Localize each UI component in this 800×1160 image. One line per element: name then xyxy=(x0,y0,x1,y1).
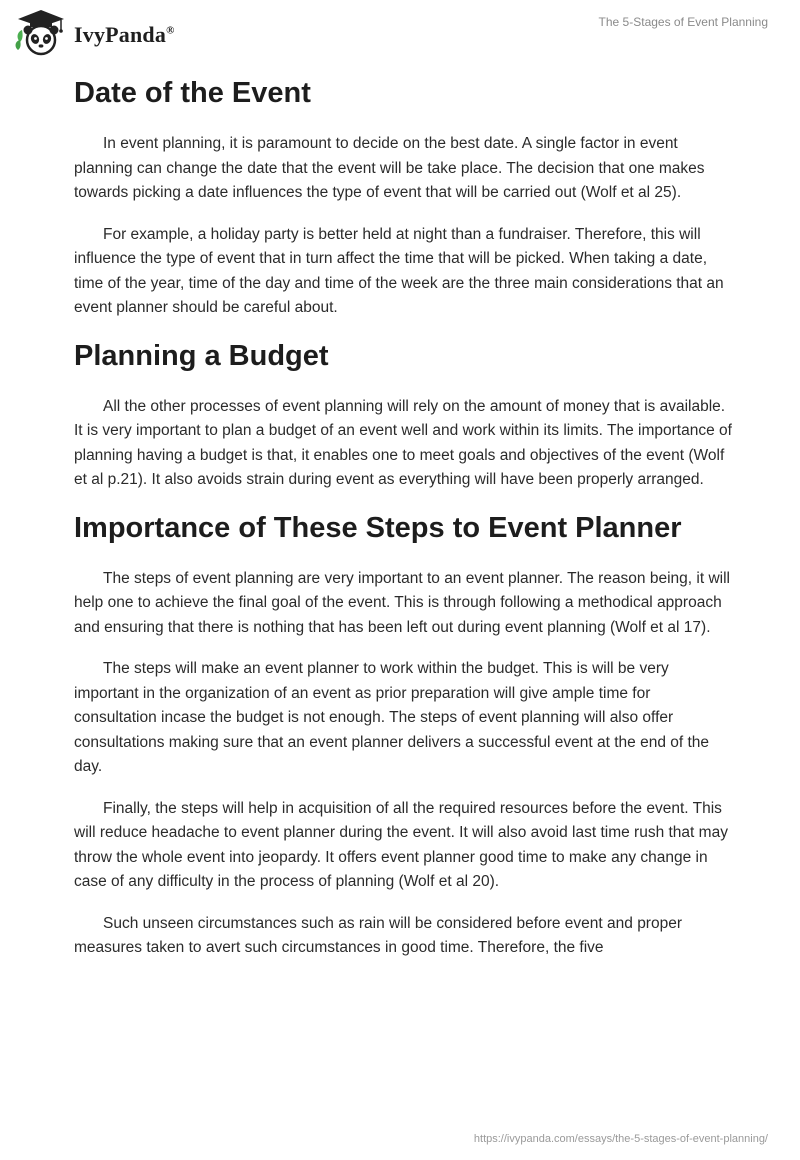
logo-text: IvyPanda® xyxy=(74,22,175,47)
section-heading: Planning a Budget xyxy=(74,339,329,372)
paragraph: Such unseen circumstances such as rain will be considered before event and proper measures taken to avert such circumstances in good time. Therefore, the five xyxy=(74,914,682,956)
source-url[interactable]: https://ivypanda.com/essays/the-5-stages-of-event-planning/ xyxy=(473,1133,768,1145)
paragraph: The steps will make an event planner to work within the budget. This is will be very important in the organization of an event as prior preparation will give ample time for consultation incase the budget is not enough. The steps of event planning will also offer consultations making sure that an event planner delivers a successful event at the end of the day. xyxy=(74,660,710,775)
paragraph: The steps of event planning are very important to an event planner. The reason being, it will help one to achieve the final goal of the event. This is through following a methodical approach and ensuring that there is nothing that has been left out during event planning (Wolf et al 17). xyxy=(74,569,730,636)
section-heading: Importance of These Steps to Event Planner xyxy=(74,511,682,544)
ivypanda-logo[interactable] xyxy=(14,8,175,58)
paragraph: All the other processes of event planning will rely on the amount of money that is available. It is very important to plan a budget of an event well and work within its limits. The importance of planning having a budget is that, it enables one to meet goals and objectives of the event (Wolf et al p.21). It also avoids strain during event as everything will have been properly arranged. xyxy=(74,397,732,488)
section-importance-of-steps xyxy=(74,507,734,961)
document-title: The 5-Stages of Event Planning xyxy=(598,15,768,29)
section-planning-budget xyxy=(74,335,734,493)
registered-mark: ® xyxy=(166,24,175,37)
essay-content xyxy=(74,70,734,961)
section-date-of-event xyxy=(74,72,734,321)
paragraph: For example, a holiday party is better held at night than a fundraiser. Therefore, this will influence the type of event that in turn affect the time that will be picked. When taking a date, time of the year, time of the day and time of the week are the three main considerations that an event planner should be careful about. xyxy=(74,225,724,316)
page-header xyxy=(0,0,800,64)
paragraph: Finally, the steps will help in acquisition of all the required resources before the event. This will reduce headache to event planner during the event. It will also avoid last time rush that may throw the whole event into jeopardy. It offers event planner good time to make any change in case of any difficulty in the process of planning (Wolf et al 20). xyxy=(74,799,728,890)
section-heading: Date of the Event xyxy=(74,77,311,109)
panda-graduate-icon xyxy=(14,8,68,58)
paragraph: In event planning, it is paramount to decide on the best date. A single factor in event planning can change the date that the event will be take place. The decision that one makes towards picking a date influences the type of event that will be carried out (Wolf et al 25). xyxy=(74,135,705,201)
